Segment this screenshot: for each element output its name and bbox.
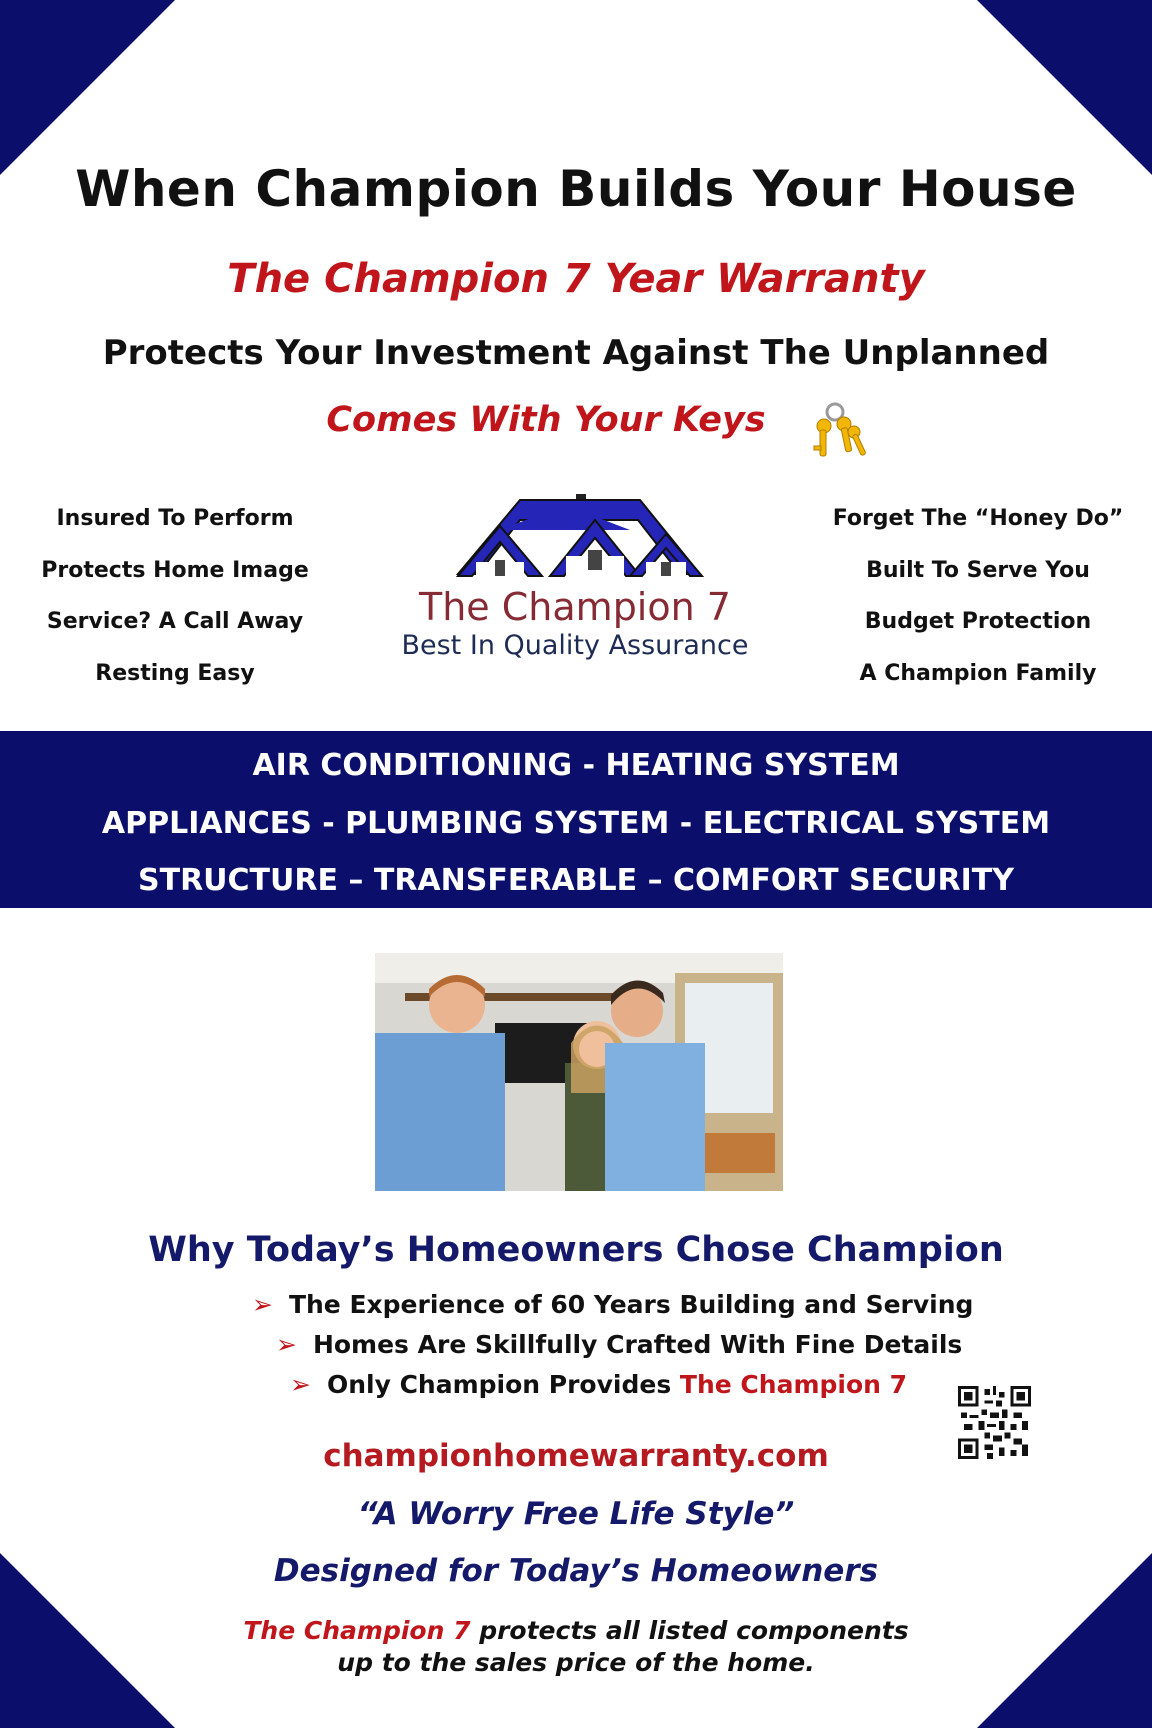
- list-item: [276, 1330, 962, 1359]
- arrow-icon: ➢: [276, 1330, 297, 1359]
- coverage-line-2: APPLIANCES - PLUMBING SYSTEM - ELECTRICAL SYSTEM: [101, 806, 1051, 841]
- footer-line-2: up to the sales price of the home.: [337, 1648, 815, 1677]
- list-item: Built To Serve You: [866, 557, 1090, 583]
- list-item: Service? A Call Away: [46, 609, 304, 634]
- arrow-icon: ➢: [252, 1290, 273, 1319]
- homeowners-photo: [375, 953, 783, 1191]
- right-benefits-list: [818, 500, 1138, 706]
- coverage-line-1: AIR CONDITIONING - HEATING SYSTEM: [252, 748, 900, 783]
- list-item: [290, 1370, 907, 1399]
- list-item: Resting Easy: [95, 660, 255, 686]
- coverage-band: [0, 731, 1152, 908]
- list-item: Budget Protection: [864, 609, 1092, 634]
- keys-heading: [0, 400, 1152, 440]
- corner-decoration-top-right: [977, 0, 1152, 175]
- coverage-line-3: STRUCTURE – TRANSFERABLE – COMFORT SECURITY: [138, 863, 1014, 898]
- bullet-highlight: The Champion 7: [679, 1370, 908, 1399]
- logo-subtitle: Best In Quality Assurance: [401, 630, 749, 661]
- protects-heading: Protects Your Investment Against The Unplanned: [102, 333, 1050, 373]
- list-item: Insured To Perform: [56, 506, 294, 531]
- list-item: [252, 1290, 973, 1319]
- list-item: Forget The “Honey Do”: [832, 506, 1124, 531]
- list-item: A Champion Family: [859, 660, 1097, 686]
- warranty-heading: The Champion 7 Year Warranty: [227, 256, 925, 302]
- arrow-icon: ➢: [290, 1370, 311, 1399]
- keys-heading-text: Comes With Your Keys: [326, 400, 766, 440]
- list-item: Protects Home Image: [41, 557, 309, 583]
- logo-title: The Champion 7: [419, 585, 731, 629]
- bullet-text: Homes Are Skillfully Crafted With Fine Details: [312, 1330, 963, 1359]
- footer-line-1: [0, 1616, 1152, 1645]
- tagline-designed: Designed for Today’s Homeowners: [273, 1553, 879, 1589]
- bullet-text: The Experience of 60 Years Building and Serving: [288, 1290, 974, 1319]
- footer-highlight: The Champion 7: [243, 1616, 471, 1645]
- footer-line-1-rest: protects all listed components: [470, 1616, 909, 1645]
- tagline-quote: “A Worry Free Life Style”: [357, 1496, 795, 1532]
- bullet-text: Only Champion Provides: [326, 1370, 680, 1399]
- left-benefits-list: [15, 500, 335, 706]
- why-heading: Why Today’s Homeowners Chose Champion: [148, 1230, 1004, 1270]
- keys-icon: [808, 402, 868, 462]
- page-title: When Champion Builds Your House: [75, 160, 1077, 218]
- website-link[interactable]: championhomewarranty.com: [323, 1438, 829, 1474]
- corner-decoration-top-left: [0, 0, 175, 175]
